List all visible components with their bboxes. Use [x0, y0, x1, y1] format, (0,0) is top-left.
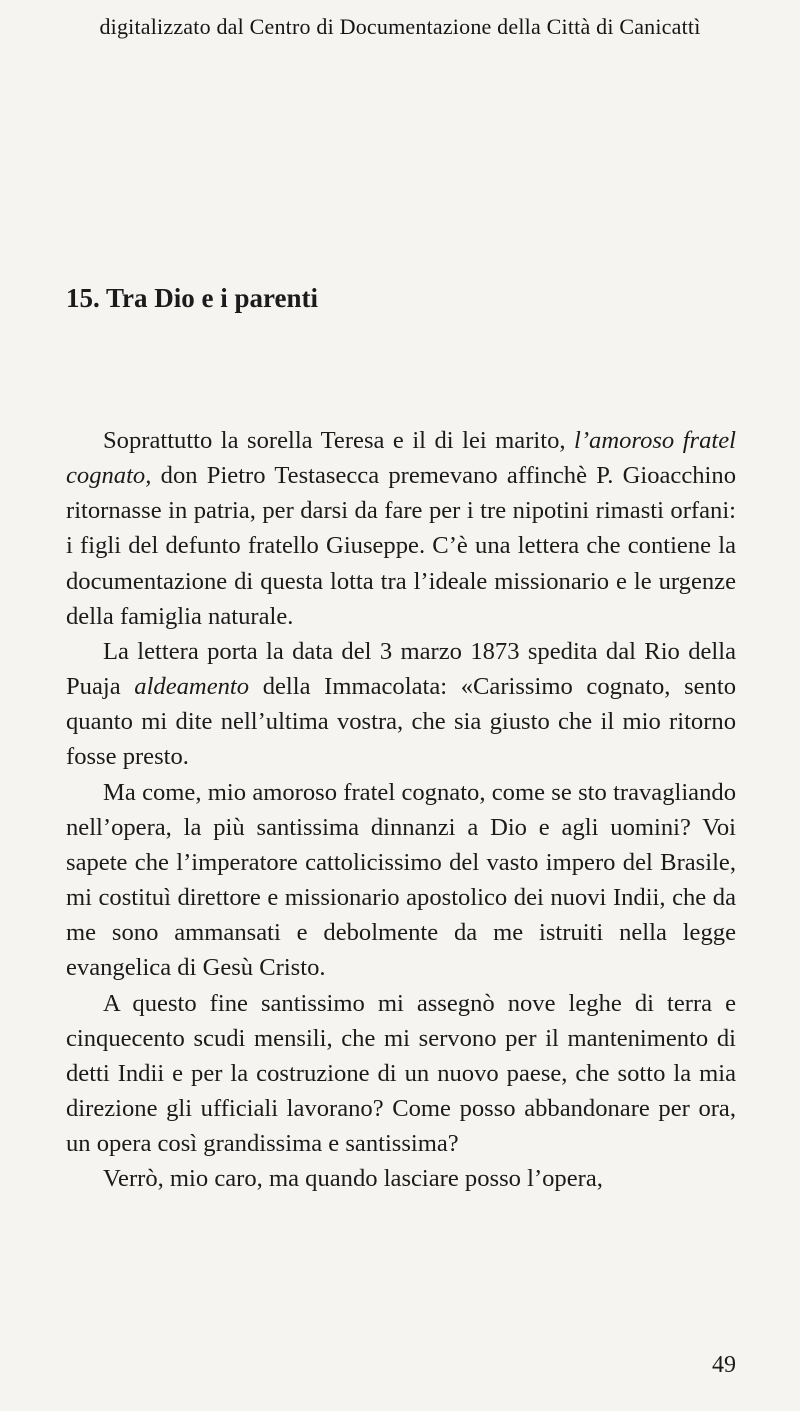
paragraph-text: Ma come, mio amoroso fratel cognato, come se sto travagliando nell’opera, la più santissima dinnanzi a Dio e agli uomini? Voi sapete che l’imperatore cattolicissimo del vasto impero del Brasile, mi costituì direttore e missionario apostolico dei nuovi Indii, che da me sono ammansati e debolmente da me istruiti nella legge evangelica di Gesù Cristo.	[66, 778, 736, 982]
paragraph-text: La lettera porta la data del 3 marzo 1873 spedita dal Rio della Puaja	[66, 637, 736, 701]
paragraph	[66, 634, 736, 775]
paragraph-text: Soprattutto la sorella Teresa e il di lei marito,	[103, 427, 575, 454]
page-number: 49	[712, 1352, 736, 1378]
paragraph	[66, 775, 736, 986]
paragraph	[66, 986, 736, 1162]
chapter-title: 15. Tra Dio e i parenti	[66, 283, 318, 313]
paragraph-text: Verrò, mio caro, ma quando lasciare posso l’opera,	[103, 1165, 603, 1193]
paragraph-text: don Pietro Testasecca premevano affinchè P. Gioacchino ritornasse in patria, per darsi da fare per i tre nipotini rimasti orfani: i figli del defunto fratello Giuseppe. C’è una lettera che contiene la documentazione di questa lotta tra l’ideale missionario e le urgenze della famiglia naturale.	[66, 462, 736, 630]
paragraph-text: della Immacolata: «Carissimo cognato, sento quanto mi dite nell’ultima vostra, che sia giusto che il mio ritorno fosse presto.	[66, 673, 736, 771]
paragraph	[66, 423, 736, 634]
body-text	[66, 423, 736, 1196]
digitization-watermark: digitalizzato dal Centro di Documentazione della Città di Canicattì	[99, 14, 701, 39]
paragraph-text: A questo fine santissimo mi assegnò nove leghe di terra e cinquecento scudi mensili, che mi servono per il mantenimento di detti Indii e per la costruzione di un nuovo paese, che sotto la mia direzione gli ufficiali lavorano? Come posso abbandonare per ora, un opera così grandissima e santissima?	[66, 989, 736, 1158]
paragraph-italic-text: l’amoroso fratel cognato,	[66, 427, 737, 490]
paragraph	[66, 1161, 736, 1196]
paragraph-italic-text: aldeamento	[134, 673, 250, 701]
